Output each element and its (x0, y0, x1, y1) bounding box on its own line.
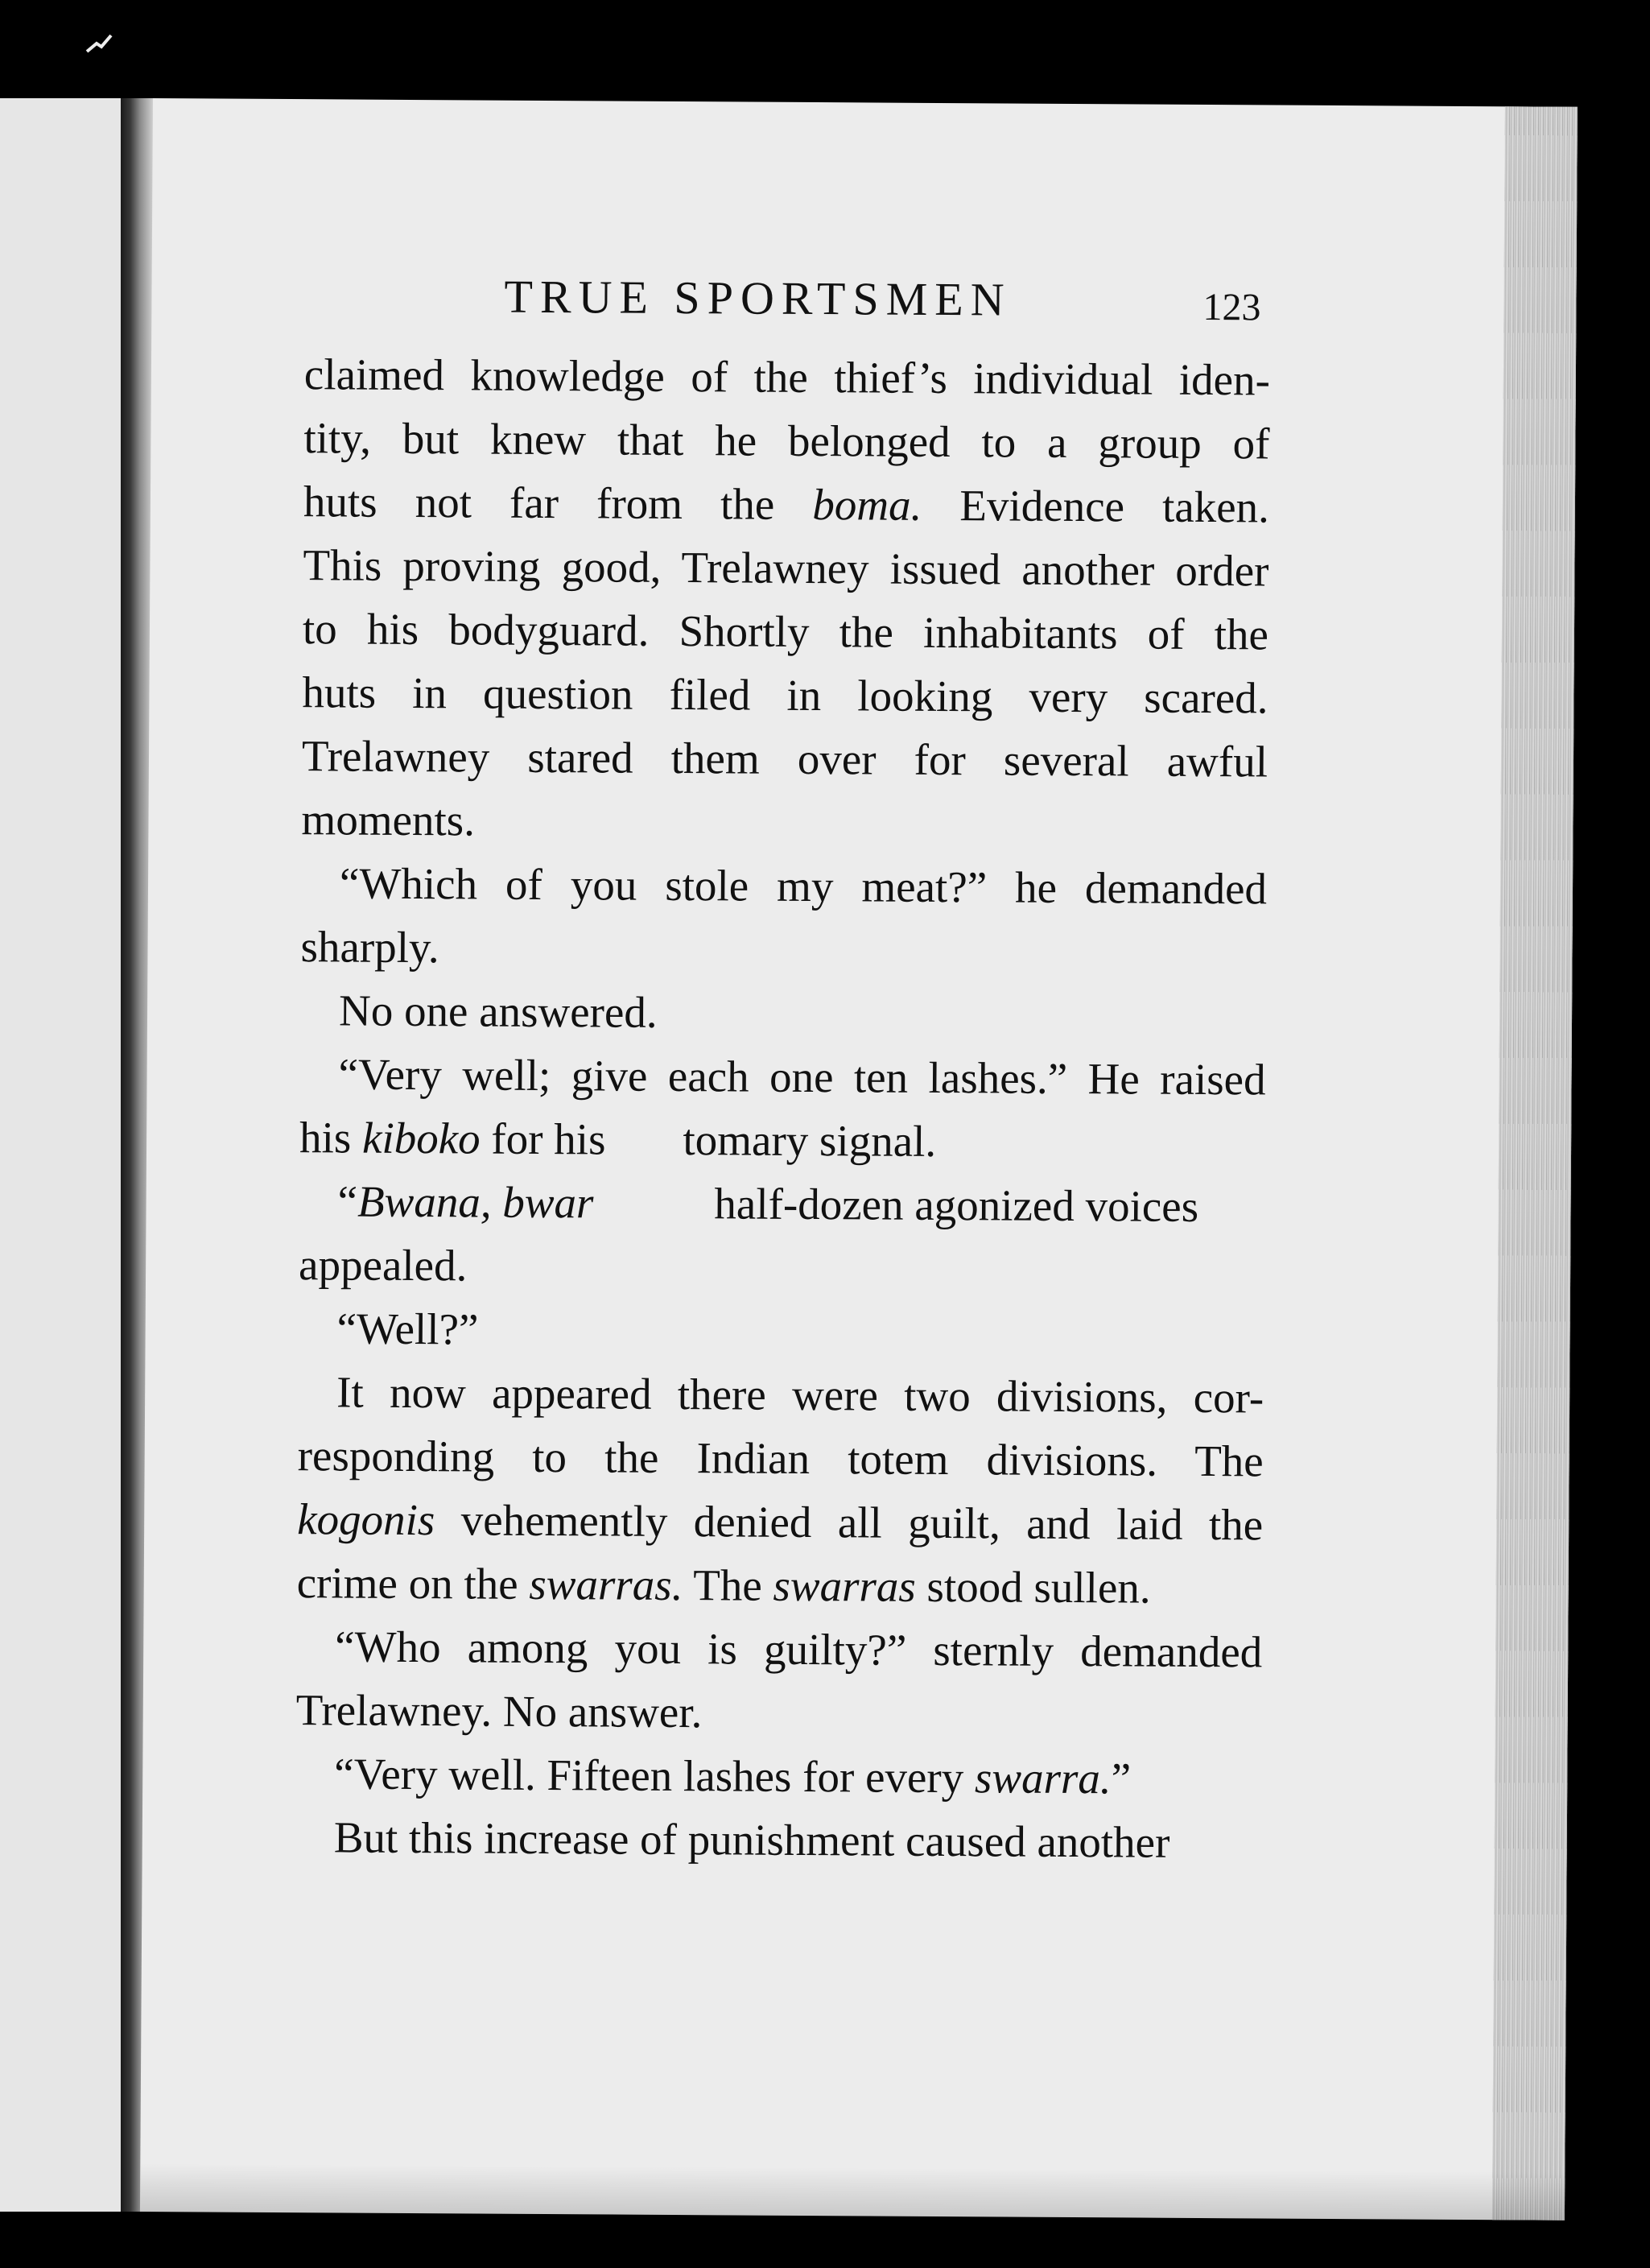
text-line: responding to the Indian totem divisions. The (297, 1431, 1264, 1486)
italic-term: swarras (773, 1560, 916, 1611)
text-span: Evidence taken. (959, 481, 1270, 532)
damaged-area (605, 1154, 683, 1155)
text-span: vehemently denied all guilt, and laid the (460, 1495, 1264, 1550)
text-line: No one answered. (338, 985, 658, 1037)
text-span: “Very well. Fifteen lashes for every (334, 1749, 964, 1803)
text-span: his (299, 1113, 352, 1163)
text-span: ” (1111, 1754, 1132, 1803)
text-span: tomary signal. (683, 1115, 937, 1166)
italic-term: kiboko (361, 1113, 481, 1163)
text-span: crime on the (296, 1558, 518, 1609)
page-fore-edge (1492, 106, 1578, 2220)
text-line: sharply. (300, 922, 439, 973)
text-line: “Which of you stole my meat?” he demanded (339, 858, 1268, 914)
text-span: huts not far from the (303, 477, 775, 529)
text-line: It now appeared there were two divisions, cor- (336, 1367, 1264, 1423)
text-line (297, 1487, 1263, 1556)
text-line (303, 469, 1269, 539)
text-span: “ (337, 1176, 358, 1226)
text-line: huts in question filed in looking very scared. (302, 667, 1268, 723)
text-line: “Well?” (336, 1303, 479, 1354)
italic-term: swarra. (974, 1753, 1112, 1803)
page-shadow (140, 2163, 1565, 2220)
text-span: for his (491, 1113, 606, 1164)
text-line: claimed knowledge of the thief’s individual iden- (303, 349, 1271, 405)
text-line (299, 1105, 1265, 1175)
body-text (295, 342, 1271, 1874)
running-head: TRUE SPORTSMEN (504, 270, 1012, 326)
page-number: 123 (1202, 285, 1261, 329)
text-line: appealed. (298, 1240, 468, 1291)
text-line (299, 1169, 1264, 1238)
italic-term: kogonis (297, 1494, 435, 1545)
page-header (151, 267, 1576, 341)
italic-term: Bwana, bwar (357, 1176, 594, 1228)
italic-term: boma. (812, 480, 922, 530)
text-line: This proving good, Trelawney issued another order (303, 540, 1269, 596)
italic-term: swarras. (529, 1559, 683, 1610)
text-span: The (693, 1560, 762, 1610)
corner-mark (85, 32, 114, 55)
damaged-area (593, 1217, 714, 1218)
text-line: “Very well; give each one ten lashes.” He raised (338, 1049, 1266, 1105)
text-span: half-dozen agonized voices (714, 1179, 1199, 1231)
text-line: moments. (301, 795, 476, 845)
facing-page-edge (0, 98, 121, 2212)
text-line: Trelawney. No answer. (295, 1685, 703, 1737)
text-line: But this increase of punishment caused another (333, 1812, 1170, 1867)
text-line: to his bodyguard. Shortly the inhabitants of the (302, 604, 1269, 659)
text-line: “Who among you is guilty?” sternly demanded (335, 1621, 1263, 1677)
text-line: Trelawney stared them over for several awful (301, 731, 1268, 787)
text-line (295, 1741, 1261, 1811)
text-line (297, 1551, 1263, 1620)
text-span: stood sullen. (926, 1561, 1151, 1613)
text-line: tity, but knew that he belonged to a group of (303, 413, 1270, 469)
book-page (140, 98, 1578, 2220)
